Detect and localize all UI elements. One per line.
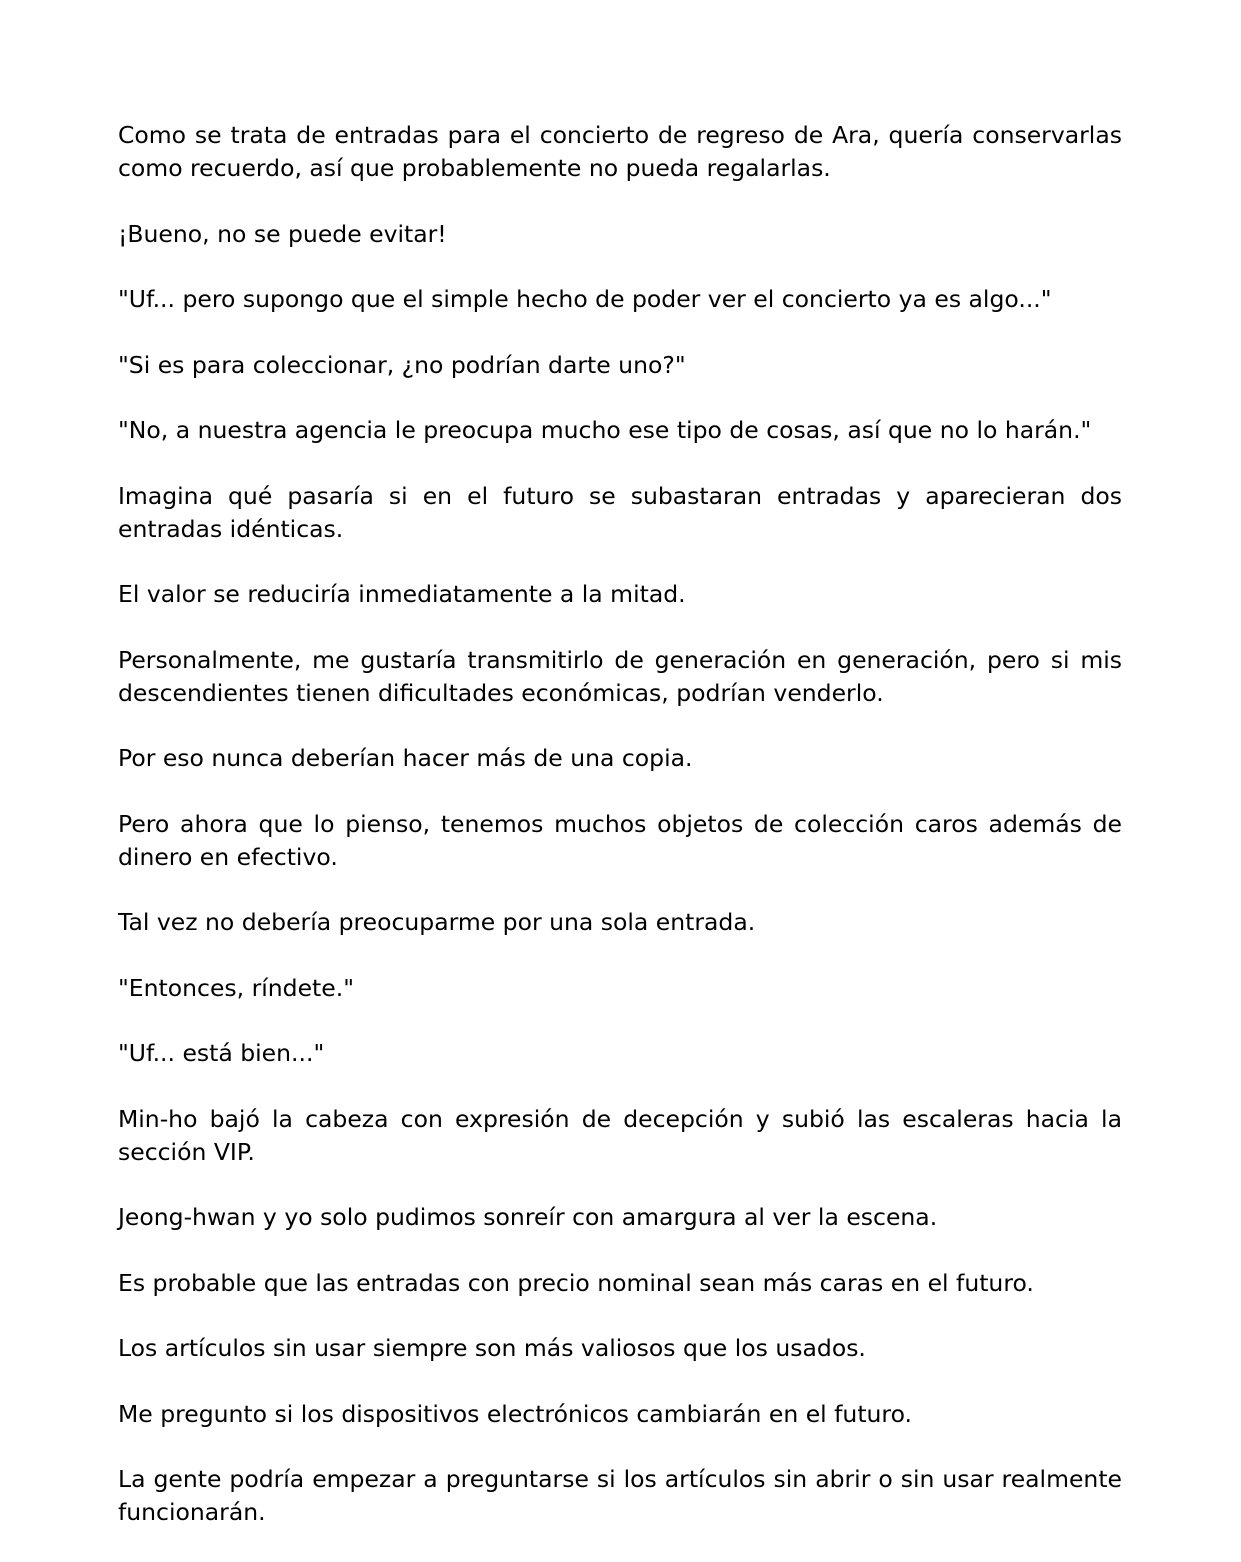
paragraph-2: ¡Bueno, no se puede evitar!	[118, 219, 447, 248]
paragraph-6: Imagina qué pasaría si en el futuro se subastaran entradas y aparecieran dos entradas idénticas.	[118, 481, 1122, 543]
paragraph-19: La gente podría empezar a preguntarse si los artículos sin abrir o sin usar realmente funcionarán.	[118, 1465, 1122, 1526]
paragraph-17: Los artículos sin usar siempre son más valiosos que los usados.	[118, 1334, 866, 1362]
paragraph-13: "Uf... está bien..."	[118, 1039, 325, 1067]
paragraph-8: Personalmente, me gustaría transmitirlo de generación en generación, pero si mis descendientes tienen dificultades económicas, podrían venderlo.	[118, 645, 1122, 707]
paragraph-11: Tal vez no debería preocuparme por una sola entrada.	[118, 908, 756, 936]
paragraph-3: "Uf... pero supongo que el simple hecho de poder ver el concierto ya es algo..."	[118, 285, 1052, 313]
paragraph-9: Por eso nunca deberían hacer más de una copia.	[118, 744, 693, 772]
paragraph-12: "Entonces, ríndete."	[118, 973, 355, 1002]
paragraph-1: Como se trata de entradas para el concierto de regreso de Ara, quería conservarlas como recuerdo, así que probablemente no pueda regalarlas.	[118, 121, 1122, 182]
paragraph-14: Min-ho bajó la cabeza con expresión de decepción y subió las escaleras hacia la sección VIP.	[118, 1104, 1122, 1166]
paragraph-5: "No, a nuestra agencia le preocupa mucho ese tipo de cosas, así que no lo harán."	[118, 416, 1092, 444]
paragraph-16: Es probable que las entradas con precio nominal sean más caras en el futuro.	[118, 1268, 1034, 1297]
paragraph-15: Jeong-hwan y yo solo pudimos sonreír con amargura al ver la escena.	[118, 1203, 938, 1231]
document-page	[118, 119, 1122, 1562]
paragraph-4: "Si es para coleccionar, ¿no podrían darte uno?"	[118, 350, 686, 379]
paragraph-18: Me pregunto si los dispositivos electrónicos cambiarán en el futuro.	[118, 1399, 913, 1428]
paragraph-10: Pero ahora que lo pienso, tenemos muchos objetos de colección caros además de dinero en efectivo.	[118, 809, 1122, 871]
paragraph-7: El valor se reduciría inmediatamente a la mitad.	[118, 580, 686, 608]
